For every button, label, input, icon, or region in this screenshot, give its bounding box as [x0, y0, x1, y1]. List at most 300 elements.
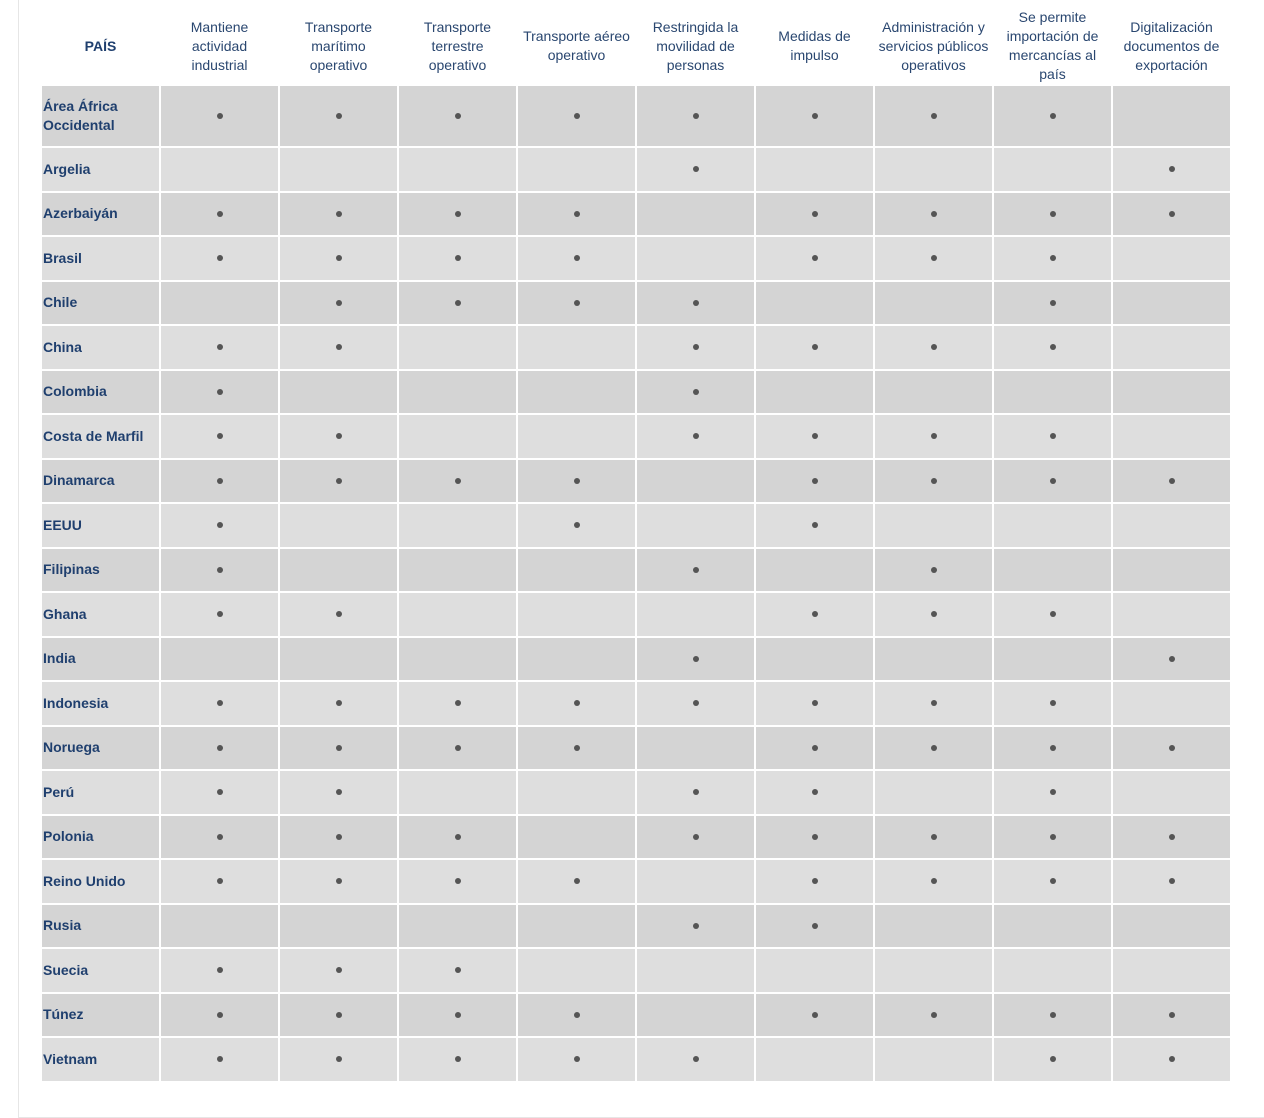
- table-cell: [280, 860, 397, 903]
- table-cell: [280, 86, 397, 146]
- table-cell: [280, 816, 397, 859]
- bullet-dot-icon: [693, 433, 699, 439]
- bullet-dot-icon: [693, 113, 699, 119]
- table-cell: [994, 994, 1111, 1037]
- bullet-dot-icon: [1050, 1056, 1056, 1062]
- bullet-dot-icon: [574, 211, 580, 217]
- table-cell: [518, 994, 635, 1037]
- table-cell: [875, 682, 992, 725]
- bullet-dot-icon: [1050, 700, 1056, 706]
- table-row: [42, 415, 1230, 458]
- table-cell: [399, 282, 516, 325]
- table-cell: [875, 905, 992, 948]
- table-cell: [637, 994, 754, 1037]
- table-cell: [756, 237, 873, 280]
- country-name: Ghana: [42, 593, 159, 636]
- table-cell: [875, 326, 992, 369]
- bullet-dot-icon: [217, 700, 223, 706]
- table-cell: [756, 1038, 873, 1081]
- table-cell: [518, 593, 635, 636]
- table-cell: [161, 593, 278, 636]
- table-cell: [161, 282, 278, 325]
- country-name: Chile: [42, 282, 159, 325]
- bullet-dot-icon: [455, 478, 461, 484]
- table-cell: [994, 148, 1111, 191]
- bullet-dot-icon: [336, 211, 342, 217]
- table-cell: [518, 682, 635, 725]
- table-cell: [637, 193, 754, 236]
- table-cell: [637, 415, 754, 458]
- bullet-dot-icon: [693, 1056, 699, 1062]
- table-cell: [637, 460, 754, 503]
- table-cell: [994, 415, 1111, 458]
- country-name: Suecia: [42, 949, 159, 992]
- table-cell: [875, 638, 992, 681]
- table-cell: [161, 949, 278, 992]
- bullet-dot-icon: [931, 344, 937, 350]
- bullet-dot-icon: [1050, 745, 1056, 751]
- table-cell: [161, 771, 278, 814]
- bullet-dot-icon: [1050, 255, 1056, 261]
- table-cell: [518, 1038, 635, 1081]
- table-cell: [637, 1038, 754, 1081]
- bullet-dot-icon: [217, 211, 223, 217]
- table-cell: [994, 549, 1111, 592]
- table-cell: [994, 504, 1111, 547]
- table-cell: [1113, 371, 1230, 414]
- table-cell: [161, 549, 278, 592]
- table-cell: [399, 638, 516, 681]
- table-cell: [994, 638, 1111, 681]
- table-cell: [399, 727, 516, 770]
- bullet-dot-icon: [693, 834, 699, 840]
- table-cell: [875, 593, 992, 636]
- table-cell: [399, 905, 516, 948]
- table-cell: [637, 237, 754, 280]
- table-cell: [994, 282, 1111, 325]
- country-column-header: PAÍS: [84, 37, 117, 54]
- table-cell: [756, 371, 873, 414]
- bullet-dot-icon: [1050, 878, 1056, 884]
- country-name: Filipinas: [42, 549, 159, 592]
- bullet-dot-icon: [217, 478, 223, 484]
- table-cell: [875, 1038, 992, 1081]
- table-cell: [994, 771, 1111, 814]
- bullet-dot-icon: [455, 113, 461, 119]
- bullet-dot-icon: [574, 1012, 580, 1018]
- table-cell: [994, 727, 1111, 770]
- table-row: [42, 727, 1230, 770]
- table-cell: [875, 949, 992, 992]
- table-cell: [637, 504, 754, 547]
- bullet-dot-icon: [455, 745, 461, 751]
- bullet-dot-icon: [574, 255, 580, 261]
- column-header: Mantiene actividad industrial: [190, 18, 249, 73]
- bullet-dot-icon: [217, 745, 223, 751]
- table-cell: [280, 237, 397, 280]
- table-cell: [161, 727, 278, 770]
- bullet-dot-icon: [574, 878, 580, 884]
- table-cell: [994, 860, 1111, 903]
- bullet-dot-icon: [336, 967, 342, 973]
- table-cell: [756, 460, 873, 503]
- table-cell: [1113, 905, 1230, 948]
- table-cell: [756, 994, 873, 1037]
- bullet-dot-icon: [931, 478, 937, 484]
- table-row: [42, 949, 1230, 992]
- table-cell: [399, 460, 516, 503]
- table-cell: [399, 86, 516, 146]
- table-cell: [994, 816, 1111, 859]
- table-cell: [637, 371, 754, 414]
- table-cell: [637, 771, 754, 814]
- table-cell: [399, 148, 516, 191]
- table-cell: [518, 638, 635, 681]
- bullet-dot-icon: [574, 522, 580, 528]
- table-cell: [280, 549, 397, 592]
- country-measures-table: [40, 6, 1232, 1083]
- table-cell: [1113, 148, 1230, 191]
- table-cell: [756, 816, 873, 859]
- column-header: Transporte aéreo operativo: [523, 28, 630, 63]
- bullet-dot-icon: [1050, 478, 1056, 484]
- table-cell: [637, 638, 754, 681]
- table-cell: [875, 727, 992, 770]
- bullet-dot-icon: [812, 113, 818, 119]
- table-cell: [637, 727, 754, 770]
- table-cell: [280, 504, 397, 547]
- table-cell: [994, 237, 1111, 280]
- column-header: Restringida la movilidad de personas: [652, 18, 739, 73]
- table-cell: [280, 994, 397, 1037]
- table-cell: [161, 237, 278, 280]
- bullet-dot-icon: [574, 478, 580, 484]
- table-cell: [399, 326, 516, 369]
- table-cell: [280, 282, 397, 325]
- bullet-dot-icon: [455, 878, 461, 884]
- country-name: Rusia: [42, 905, 159, 948]
- table-cell: [280, 1038, 397, 1081]
- bullet-dot-icon: [336, 834, 342, 840]
- table-row: [42, 148, 1230, 191]
- bullet-dot-icon: [812, 211, 818, 217]
- bullet-dot-icon: [1169, 166, 1175, 172]
- table-body: [42, 86, 1230, 1081]
- bullet-dot-icon: [217, 878, 223, 884]
- table-row: [42, 371, 1230, 414]
- bullet-dot-icon: [812, 522, 818, 528]
- table-cell: [637, 86, 754, 146]
- table-cell: [518, 237, 635, 280]
- table-row: [42, 771, 1230, 814]
- table-cell: [756, 326, 873, 369]
- table-cell: [280, 593, 397, 636]
- table-cell: [518, 949, 635, 992]
- table-cell: [1113, 193, 1230, 236]
- bullet-dot-icon: [812, 255, 818, 261]
- table-cell: [637, 593, 754, 636]
- bullet-dot-icon: [693, 789, 699, 795]
- bullet-dot-icon: [217, 433, 223, 439]
- bullet-dot-icon: [336, 745, 342, 751]
- table-cell: [994, 193, 1111, 236]
- bullet-dot-icon: [455, 300, 461, 306]
- country-name: Indonesia: [42, 682, 159, 725]
- table-cell: [280, 771, 397, 814]
- table-cell: [1113, 549, 1230, 592]
- table-cell: [994, 371, 1111, 414]
- table-cell: [399, 994, 516, 1037]
- table-cell: [280, 905, 397, 948]
- bullet-dot-icon: [336, 878, 342, 884]
- table-row: [42, 593, 1230, 636]
- bullet-dot-icon: [931, 1012, 937, 1018]
- country-name: Colombia: [42, 371, 159, 414]
- table-cell: [1113, 771, 1230, 814]
- table-row: [42, 682, 1230, 725]
- country-name: Túnez: [42, 994, 159, 1037]
- table-cell: [518, 326, 635, 369]
- bullet-dot-icon: [1169, 1056, 1175, 1062]
- table-cell: [756, 727, 873, 770]
- country-name: Polonia: [42, 816, 159, 859]
- table-cell: [637, 549, 754, 592]
- table-cell: [637, 860, 754, 903]
- bullet-dot-icon: [1050, 300, 1056, 306]
- country-name: China: [42, 326, 159, 369]
- table-cell: [637, 949, 754, 992]
- table-cell: [875, 237, 992, 280]
- table-row: [42, 860, 1230, 903]
- table-cell: [280, 371, 397, 414]
- table-cell: [161, 415, 278, 458]
- country-name: EEUU: [42, 504, 159, 547]
- table-row: [42, 237, 1230, 280]
- table-cell: [399, 1038, 516, 1081]
- column-header: Transporte terrestre operativo: [423, 18, 492, 73]
- table-cell: [399, 593, 516, 636]
- table-cell: [875, 282, 992, 325]
- bullet-dot-icon: [1050, 789, 1056, 795]
- table-cell: [1113, 727, 1230, 770]
- table-cell: [399, 237, 516, 280]
- table-row: [42, 282, 1230, 325]
- table-cell: [161, 193, 278, 236]
- table-cell: [756, 86, 873, 146]
- table-cell: [994, 460, 1111, 503]
- bullet-dot-icon: [1169, 834, 1175, 840]
- bullet-dot-icon: [217, 1012, 223, 1018]
- table-cell: [1113, 415, 1230, 458]
- table-cell: [637, 148, 754, 191]
- bullet-dot-icon: [693, 300, 699, 306]
- country-name: Noruega: [42, 727, 159, 770]
- bullet-dot-icon: [336, 300, 342, 306]
- table-cell: [518, 771, 635, 814]
- table-cell: [161, 638, 278, 681]
- bullet-dot-icon: [812, 344, 818, 350]
- table-cell: [399, 504, 516, 547]
- table-cell: [994, 593, 1111, 636]
- bullet-dot-icon: [931, 113, 937, 119]
- table-cell: [518, 86, 635, 146]
- country-name: India: [42, 638, 159, 681]
- bullet-dot-icon: [693, 567, 699, 573]
- bullet-dot-icon: [931, 611, 937, 617]
- table-cell: [518, 860, 635, 903]
- bullet-dot-icon: [1050, 611, 1056, 617]
- bullet-dot-icon: [336, 700, 342, 706]
- table-cell: [518, 415, 635, 458]
- table-cell: [756, 771, 873, 814]
- table-row: [42, 504, 1230, 547]
- table-cell: [1113, 460, 1230, 503]
- table-cell: [1113, 237, 1230, 280]
- table-cell: [637, 905, 754, 948]
- bullet-dot-icon: [931, 433, 937, 439]
- table-cell: [518, 504, 635, 547]
- table-cell: [875, 816, 992, 859]
- table-row: [42, 86, 1230, 146]
- header-row: [42, 8, 1230, 84]
- table-row: [42, 460, 1230, 503]
- table-cell: [1113, 994, 1230, 1037]
- table-cell: [994, 326, 1111, 369]
- bullet-dot-icon: [1050, 433, 1056, 439]
- bullet-dot-icon: [812, 834, 818, 840]
- bullet-dot-icon: [931, 878, 937, 884]
- table-row: [42, 1038, 1230, 1081]
- bullet-dot-icon: [217, 1056, 223, 1062]
- table-cell: [875, 148, 992, 191]
- table-cell: [161, 682, 278, 725]
- table-cell: [399, 860, 516, 903]
- table-cell: [518, 371, 635, 414]
- bullet-dot-icon: [693, 923, 699, 929]
- table-row: [42, 638, 1230, 681]
- country-name: Argelia: [42, 148, 159, 191]
- table-cell: [756, 549, 873, 592]
- bullet-dot-icon: [574, 700, 580, 706]
- country-name: Reino Unido: [42, 860, 159, 903]
- bullet-dot-icon: [931, 567, 937, 573]
- bullet-dot-icon: [217, 789, 223, 795]
- bullet-dot-icon: [1050, 1012, 1056, 1018]
- table-cell: [756, 415, 873, 458]
- bullet-dot-icon: [693, 700, 699, 706]
- bullet-dot-icon: [1050, 113, 1056, 119]
- bullet-dot-icon: [812, 478, 818, 484]
- table-cell: [161, 905, 278, 948]
- table-cell: [875, 504, 992, 547]
- bullet-dot-icon: [693, 344, 699, 350]
- table-cell: [756, 905, 873, 948]
- table-cell: [280, 148, 397, 191]
- table-cell: [875, 771, 992, 814]
- bullet-dot-icon: [574, 1056, 580, 1062]
- country-name: Brasil: [42, 237, 159, 280]
- bullet-dot-icon: [336, 789, 342, 795]
- table-row: [42, 994, 1230, 1037]
- table-cell: [875, 549, 992, 592]
- column-header: Administración y servicios públicos operativos: [878, 18, 989, 73]
- bullet-dot-icon: [336, 344, 342, 350]
- table-cell: [1113, 682, 1230, 725]
- table-cell: [994, 1038, 1111, 1081]
- table-cell: [1113, 638, 1230, 681]
- bullet-dot-icon: [217, 522, 223, 528]
- table-cell: [161, 148, 278, 191]
- bullet-dot-icon: [812, 789, 818, 795]
- bullet-dot-icon: [217, 834, 223, 840]
- table-cell: [1113, 593, 1230, 636]
- bullet-dot-icon: [1169, 745, 1175, 751]
- table-cell: [161, 860, 278, 903]
- table-cell: [280, 682, 397, 725]
- table-cell: [1113, 326, 1230, 369]
- bullet-dot-icon: [455, 700, 461, 706]
- bullet-dot-icon: [693, 166, 699, 172]
- table-cell: [161, 504, 278, 547]
- table-cell: [280, 460, 397, 503]
- table-cell: [994, 949, 1111, 992]
- bullet-dot-icon: [455, 255, 461, 261]
- bullet-dot-icon: [217, 389, 223, 395]
- country-name: Vietnam: [42, 1038, 159, 1081]
- bullet-dot-icon: [574, 745, 580, 751]
- country-name: Perú: [42, 771, 159, 814]
- bullet-dot-icon: [931, 745, 937, 751]
- bullet-dot-icon: [931, 255, 937, 261]
- bullet-dot-icon: [217, 967, 223, 973]
- bullet-dot-icon: [336, 433, 342, 439]
- table-cell: [399, 549, 516, 592]
- bullet-dot-icon: [812, 1012, 818, 1018]
- bullet-dot-icon: [574, 113, 580, 119]
- table-cell: [756, 949, 873, 992]
- table-cell: [518, 549, 635, 592]
- bullet-dot-icon: [1169, 478, 1175, 484]
- table-row: [42, 193, 1230, 236]
- column-header: Digitalización documentos de exportación: [1123, 18, 1220, 73]
- table-cell: [1113, 860, 1230, 903]
- table-cell: [161, 86, 278, 146]
- bullet-dot-icon: [1169, 1012, 1175, 1018]
- bullet-dot-icon: [217, 567, 223, 573]
- table-cell: [756, 860, 873, 903]
- table-cell: [399, 193, 516, 236]
- table-cell: [756, 504, 873, 547]
- bullet-dot-icon: [217, 344, 223, 350]
- table-cell: [1113, 816, 1230, 859]
- table-cell: [280, 727, 397, 770]
- table-row: [42, 905, 1230, 948]
- column-header: Medidas de impulso: [778, 28, 851, 63]
- table-cell: [994, 682, 1111, 725]
- table-cell: [161, 816, 278, 859]
- table-cell: [756, 193, 873, 236]
- table-cell: [994, 86, 1111, 146]
- table-cell: [1113, 282, 1230, 325]
- bullet-dot-icon: [812, 433, 818, 439]
- bullet-dot-icon: [455, 834, 461, 840]
- bullet-dot-icon: [1169, 211, 1175, 217]
- bullet-dot-icon: [336, 113, 342, 119]
- bullet-dot-icon: [812, 745, 818, 751]
- bullet-dot-icon: [812, 700, 818, 706]
- table-cell: [875, 415, 992, 458]
- country-name: Dinamarca: [42, 460, 159, 503]
